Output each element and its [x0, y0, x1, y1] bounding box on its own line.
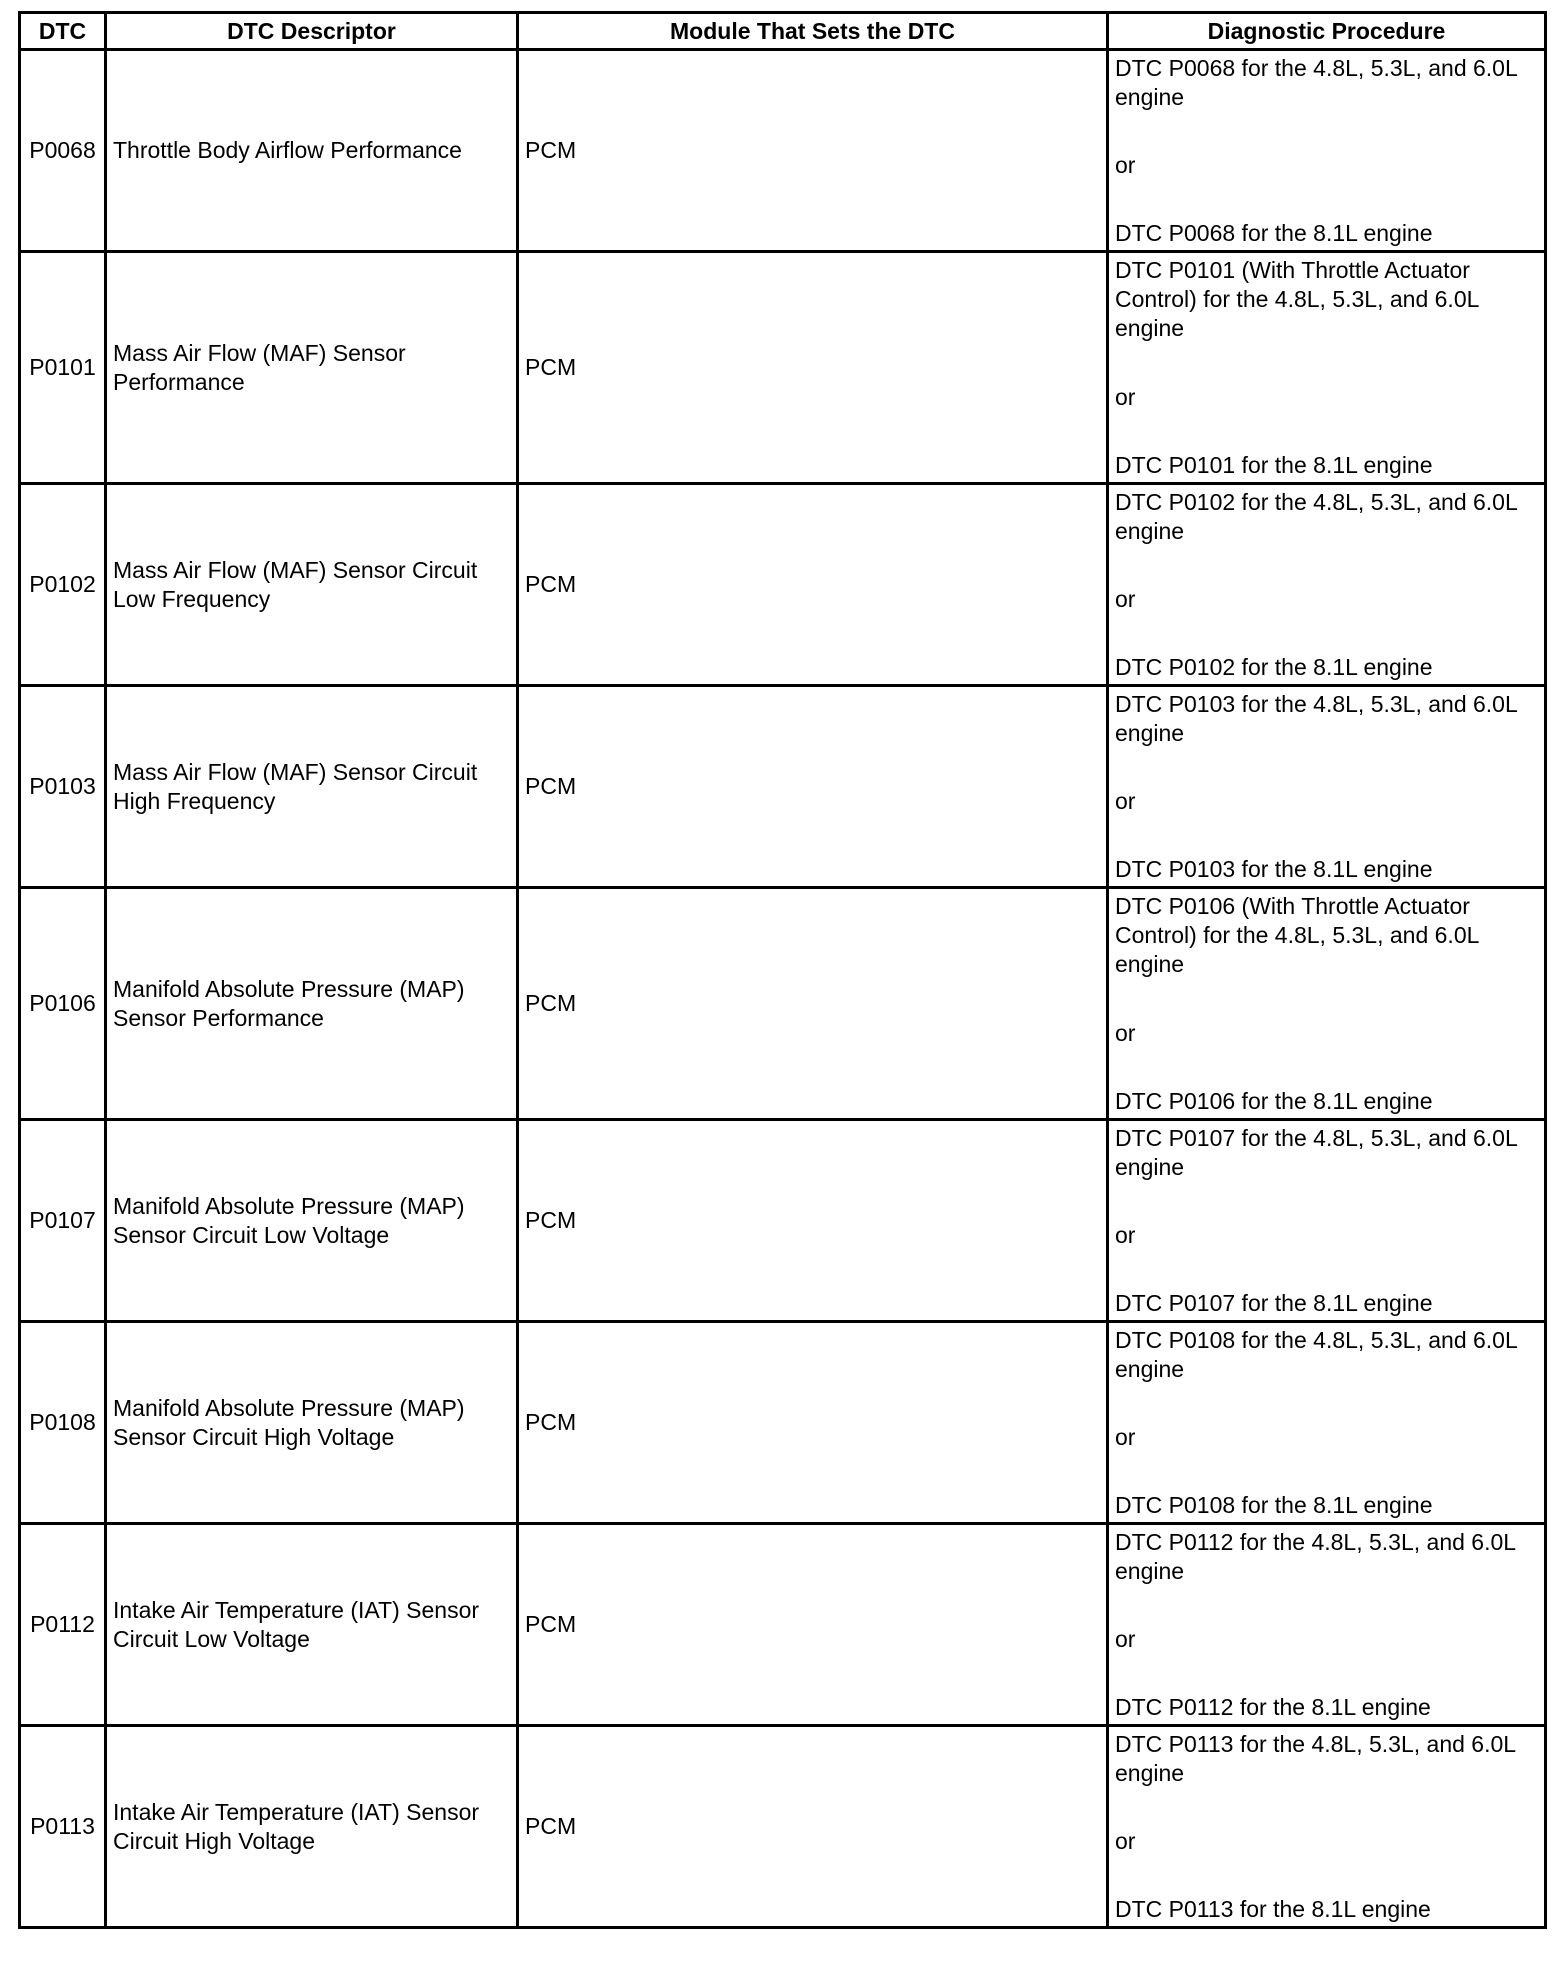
dtc-module: PCM — [518, 1120, 1108, 1322]
procedure-link-alt[interactable]: DTC P0106 for the 8.1L engine — [1115, 1088, 1433, 1114]
dtc-descriptor: Manifold Absolute Pressure (MAP) Sensor Circuit Low Voltage — [106, 1120, 518, 1322]
dtc-code: P0108 — [20, 1322, 106, 1524]
table-row — [20, 50, 1546, 252]
dtc-code: P0113 — [20, 1726, 106, 1928]
dtc-code: P0103 — [20, 686, 106, 888]
table-row — [20, 686, 1546, 888]
procedure-link-primary[interactable]: DTC P0068 for the 4.8L, 5.3L, and 6.0L engine — [1115, 55, 1517, 110]
dtc-code: P0101 — [20, 252, 106, 484]
diagnostic-procedure — [1108, 252, 1546, 484]
procedure-link-alt[interactable]: DTC P0112 for the 8.1L engine — [1115, 1694, 1431, 1720]
dtc-descriptor: Throttle Body Airflow Performance — [106, 50, 518, 252]
dtc-module: PCM — [518, 484, 1108, 686]
procedure-link-primary[interactable]: DTC P0102 for the 4.8L, 5.3L, and 6.0L engine — [1115, 489, 1517, 544]
procedure-link-alt[interactable]: DTC P0102 for the 8.1L engine — [1115, 654, 1433, 680]
header-module: Module That Sets the DTC — [518, 13, 1108, 50]
procedure-or: or — [1115, 1019, 1136, 1046]
procedure-or: or — [1115, 1222, 1136, 1248]
dtc-descriptor: Mass Air Flow (MAF) Sensor Circuit High Frequency — [106, 686, 518, 888]
dtc-module: PCM — [518, 686, 1108, 888]
procedure-link-primary[interactable]: DTC P0101 (With Throttle Actuator Control) for the 4.8L, 5.3L, and 6.0L engine — [1115, 257, 1479, 341]
dtc-descriptor: Manifold Absolute Pressure (MAP) Sensor Circuit High Voltage — [106, 1322, 518, 1524]
diagnostic-procedure — [1108, 1322, 1546, 1524]
procedure-or: or — [1115, 1424, 1136, 1450]
diagnostic-procedure — [1108, 888, 1546, 1120]
procedure-link-primary[interactable]: DTC P0108 for the 4.8L, 5.3L, and 6.0L engine — [1115, 1327, 1517, 1382]
table-row — [20, 484, 1546, 686]
diagnostic-procedure — [1108, 1120, 1546, 1322]
table-row — [20, 888, 1546, 1120]
dtc-descriptor: Mass Air Flow (MAF) Sensor Performance — [106, 252, 518, 484]
dtc-module: PCM — [518, 888, 1108, 1120]
dtc-module: PCM — [518, 50, 1108, 252]
dtc-code: P0068 — [20, 50, 106, 252]
diagnostic-procedure — [1108, 686, 1546, 888]
dtc-module: PCM — [518, 1726, 1108, 1928]
table-body — [20, 50, 1546, 1928]
table-row — [20, 1726, 1546, 1928]
dtc-code: P0112 — [20, 1524, 106, 1726]
procedure-link-alt[interactable]: DTC P0113 for the 8.1L engine — [1115, 1896, 1431, 1922]
procedure-or: or — [1115, 1828, 1136, 1854]
dtc-descriptor: Intake Air Temperature (IAT) Sensor Circuit Low Voltage — [106, 1524, 518, 1726]
diagnostic-procedure — [1108, 1726, 1546, 1928]
procedure-or: or — [1115, 586, 1136, 612]
dtc-descriptor: Manifold Absolute Pressure (MAP) Sensor Performance — [106, 888, 518, 1120]
dtc-descriptor: Mass Air Flow (MAF) Sensor Circuit Low Frequency — [106, 484, 518, 686]
procedure-link-alt[interactable]: DTC P0108 for the 8.1L engine — [1115, 1492, 1433, 1518]
table-header — [20, 13, 1546, 50]
procedure-or: or — [1115, 788, 1136, 814]
diagnostic-procedure — [1108, 484, 1546, 686]
procedure-link-alt[interactable]: DTC P0107 for the 8.1L engine — [1115, 1290, 1433, 1316]
procedure-link-alt[interactable]: DTC P0101 for the 8.1L engine — [1115, 452, 1433, 478]
dtc-descriptor: Intake Air Temperature (IAT) Sensor Circuit High Voltage — [106, 1726, 518, 1928]
procedure-link-primary[interactable]: DTC P0107 for the 4.8L, 5.3L, and 6.0L engine — [1115, 1125, 1517, 1180]
procedure-or: or — [1115, 383, 1136, 410]
header-procedure: Diagnostic Procedure — [1108, 13, 1546, 50]
dtc-table — [18, 11, 1547, 1929]
procedure-link-primary[interactable]: DTC P0106 (With Throttle Actuator Control) for the 4.8L, 5.3L, and 6.0L engine — [1115, 893, 1479, 977]
procedure-link-alt[interactable]: DTC P0068 for the 8.1L engine — [1115, 220, 1433, 246]
procedure-link-primary[interactable]: DTC P0112 for the 4.8L, 5.3L, and 6.0L engine — [1115, 1529, 1516, 1584]
diagnostic-procedure — [1108, 50, 1546, 252]
table-row — [20, 252, 1546, 484]
dtc-code: P0106 — [20, 888, 106, 1120]
dtc-code: P0107 — [20, 1120, 106, 1322]
header-dtc: DTC — [20, 13, 106, 50]
header-descriptor: DTC Descriptor — [106, 13, 518, 50]
table-row — [20, 1524, 1546, 1726]
procedure-link-primary[interactable]: DTC P0113 for the 4.8L, 5.3L, and 6.0L engine — [1115, 1731, 1516, 1786]
table-row — [20, 1322, 1546, 1524]
dtc-code: P0102 — [20, 484, 106, 686]
procedure-link-primary[interactable]: DTC P0103 for the 4.8L, 5.3L, and 6.0L engine — [1115, 691, 1517, 746]
procedure-or: or — [1115, 152, 1136, 178]
header-row — [20, 13, 1546, 50]
procedure-link-alt[interactable]: DTC P0103 for the 8.1L engine — [1115, 856, 1433, 882]
dtc-module: PCM — [518, 1322, 1108, 1524]
dtc-module: PCM — [518, 1524, 1108, 1726]
procedure-or: or — [1115, 1626, 1136, 1652]
dtc-module: PCM — [518, 252, 1108, 484]
diagnostic-procedure — [1108, 1524, 1546, 1726]
table-row — [20, 1120, 1546, 1322]
